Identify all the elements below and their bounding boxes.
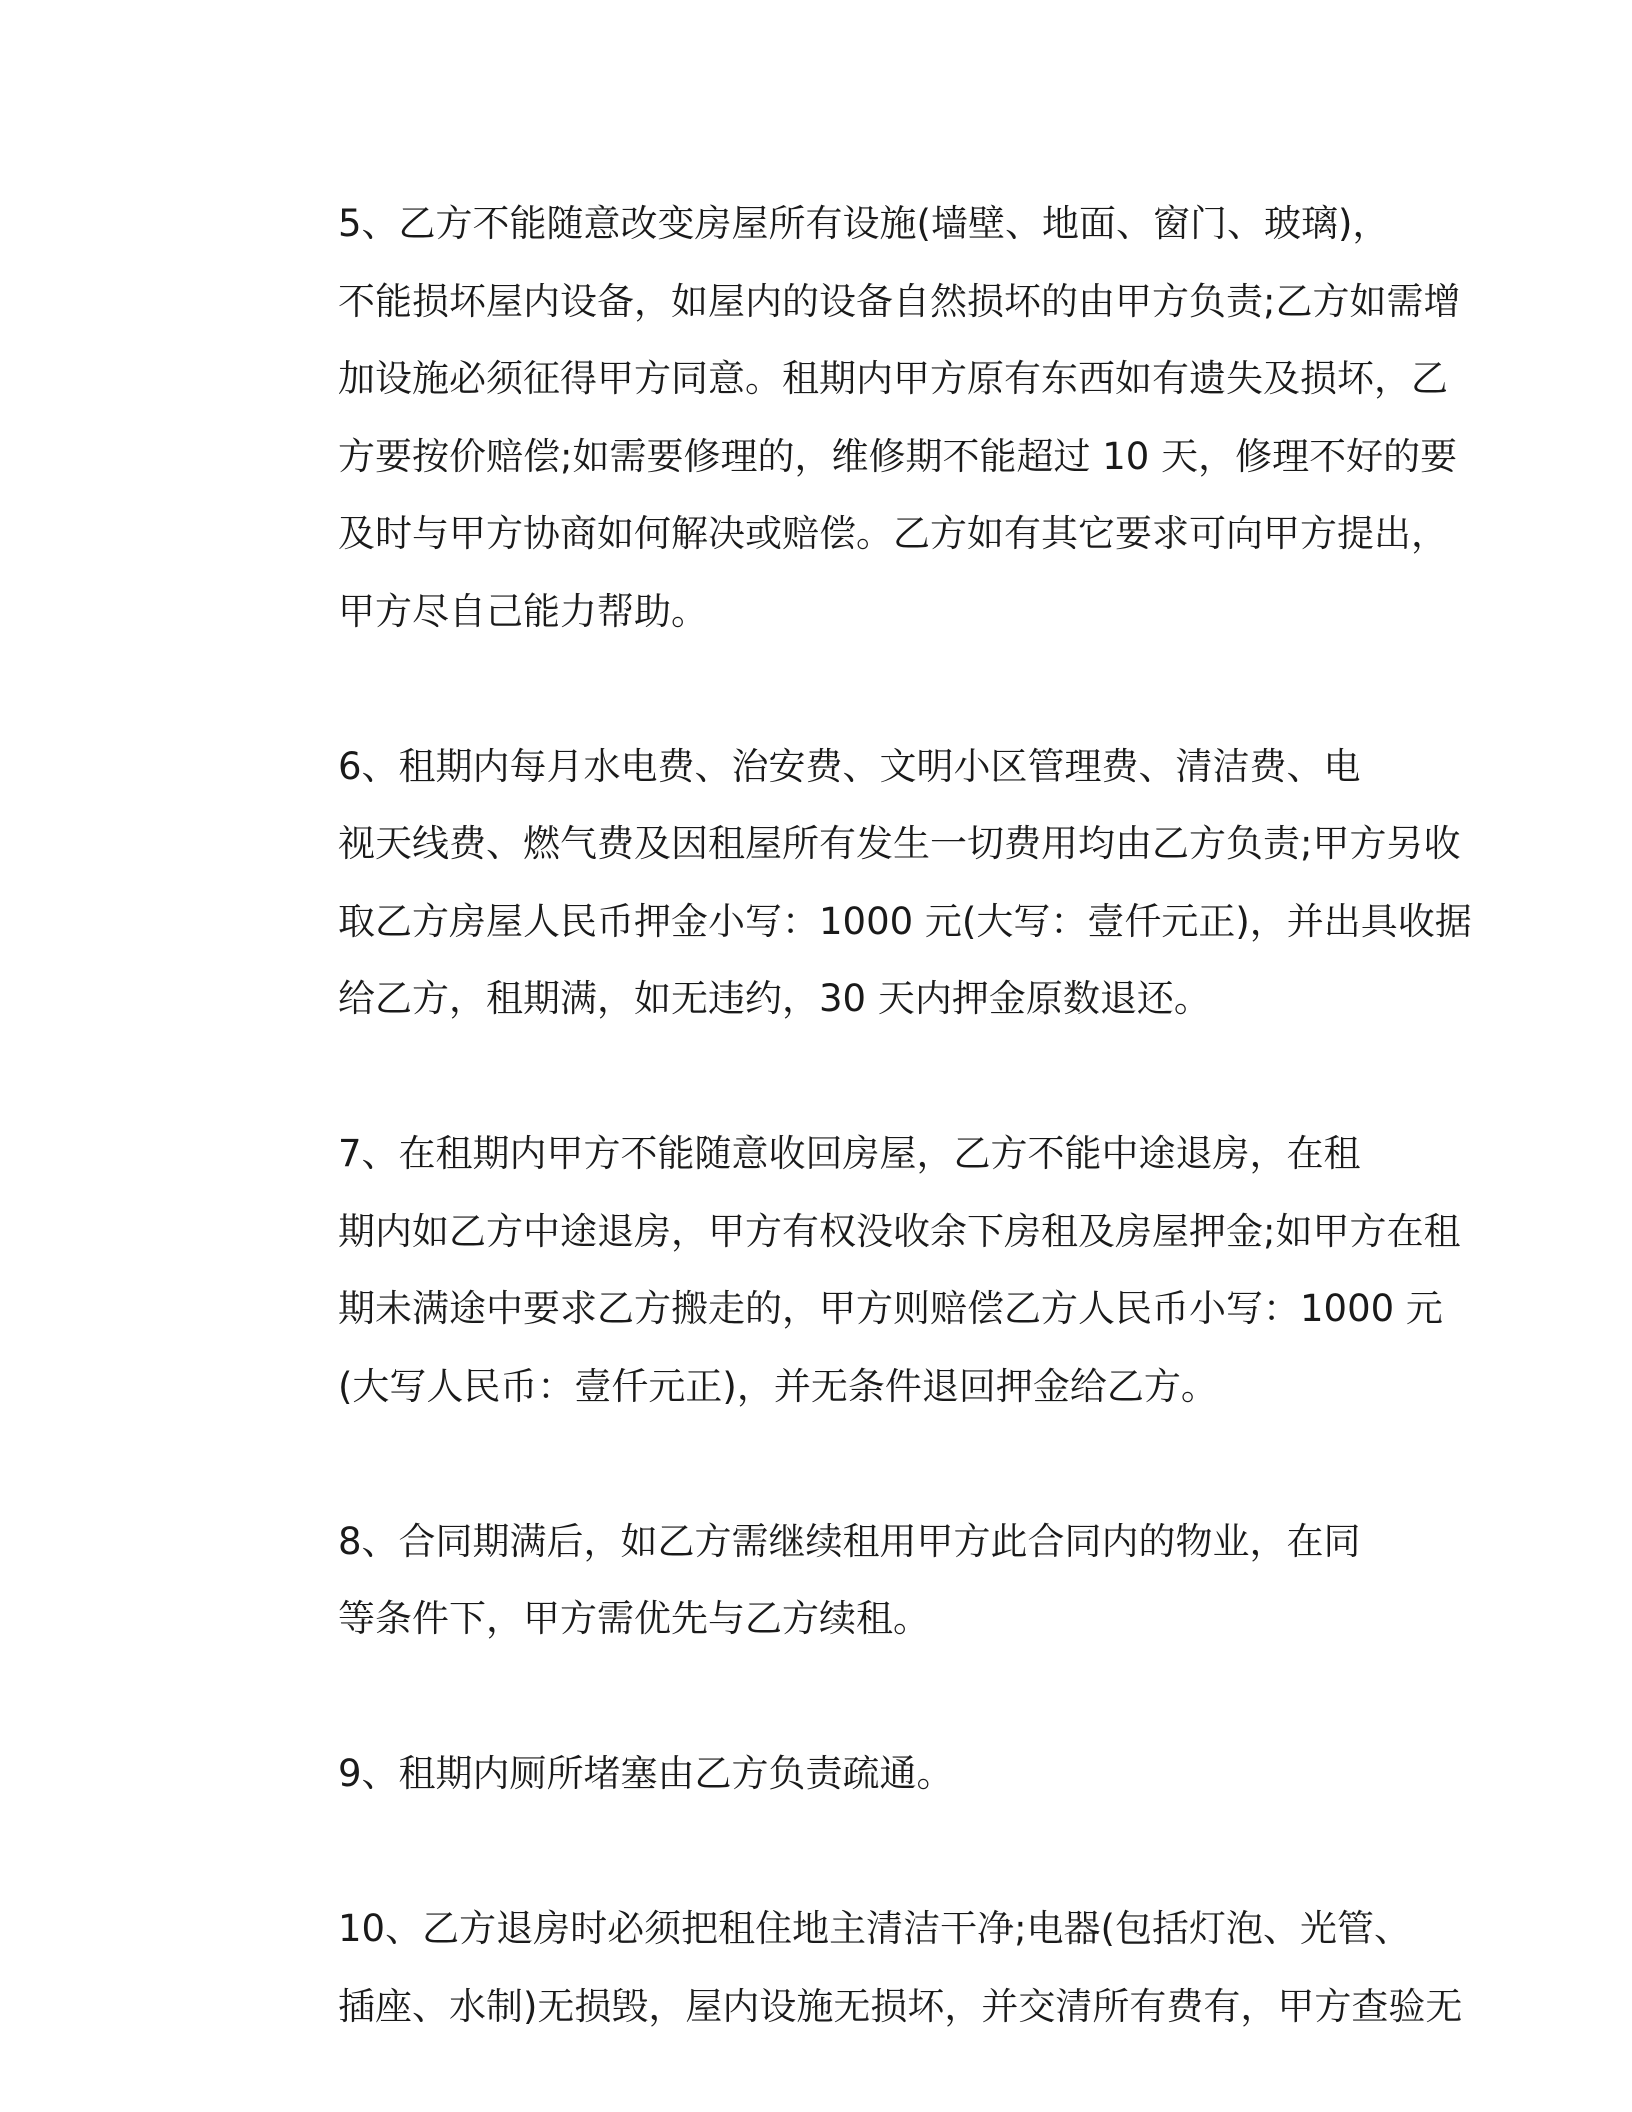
clause-line: 甲方尽自己能力帮助。 <box>338 589 708 633</box>
clause-8 <box>240 1503 1400 1658</box>
clause-line: 等条件下，甲方需优先与乙方续租。 <box>338 1597 930 1640</box>
clause-line: 7、在租期内甲方不能随意收回房屋，乙方不能中途退房，在租 <box>338 1132 1361 1175</box>
clause-line: 加设施必须征得甲方同意。租期内甲方原有东西如有遗失及损坏，乙 <box>338 357 1448 400</box>
clause-line: (大写人民币：壹仟元正)，并无条件退回押金给乙方。 <box>338 1364 1218 1408</box>
clause-line: 给乙方，租期满，如无违约，30 天内押金原数退还。 <box>338 977 1211 1020</box>
clause-line: 不能损坏屋内设备，如屋内的设备自然损坏的由甲方负责;乙方如需增 <box>338 279 1461 323</box>
clause-line: 及时与甲方协商如何解决或赔偿。乙方如有其它要求可向甲方提出， <box>338 512 1448 555</box>
clause-line: 方要按价赔偿;如需要修理的，维修期不能超过 10 天，修理不好的要 <box>338 434 1458 478</box>
clause-line: 视天线费、燃气费及因租屋所有发生一切费用均由乙方负责;甲方另收 <box>338 822 1461 865</box>
clause-line: 期未满途中要求乙方搬走的，甲方则赔偿乙方人民币小写：1000 元 <box>338 1287 1443 1330</box>
clause-line: 6、租期内每月水电费、治安费、文明小区管理费、清洁费、电 <box>338 744 1361 788</box>
clause-line: 取乙方房屋人民币押金小写：1000 元(大写：壹仟元正)，并出具收据 <box>338 899 1472 943</box>
document-body <box>240 185 1472 2045</box>
clause-7 <box>240 1115 1461 1425</box>
clause-6 <box>240 728 1472 1038</box>
clause-line: 8、合同期满后，如乙方需继续租用甲方此合同内的物业，在同 <box>338 1519 1361 1563</box>
clause-line: 插座、水制)无损毁，屋内设施无损坏，并交清所有费有，甲方查验无 <box>338 1984 1463 2028</box>
clause-10 <box>240 1890 1463 2045</box>
clause-line: 5、乙方不能随意改变房屋所有设施(墙壁、地面、窗门、玻璃)， <box>338 202 1390 245</box>
clause-5 <box>240 185 1461 650</box>
clause-9 <box>240 1735 1400 1813</box>
clause-line: 9、租期内厕所堵塞由乙方负责疏通。 <box>338 1752 954 1795</box>
clause-line: 10、乙方退房时必须把租住地主清洁干净;电器(包括灯泡、光管、 <box>338 1907 1411 1950</box>
clause-line: 期内如乙方中途退房，甲方有权没收余下房租及房屋押金;如甲方在租 <box>338 1209 1461 1253</box>
